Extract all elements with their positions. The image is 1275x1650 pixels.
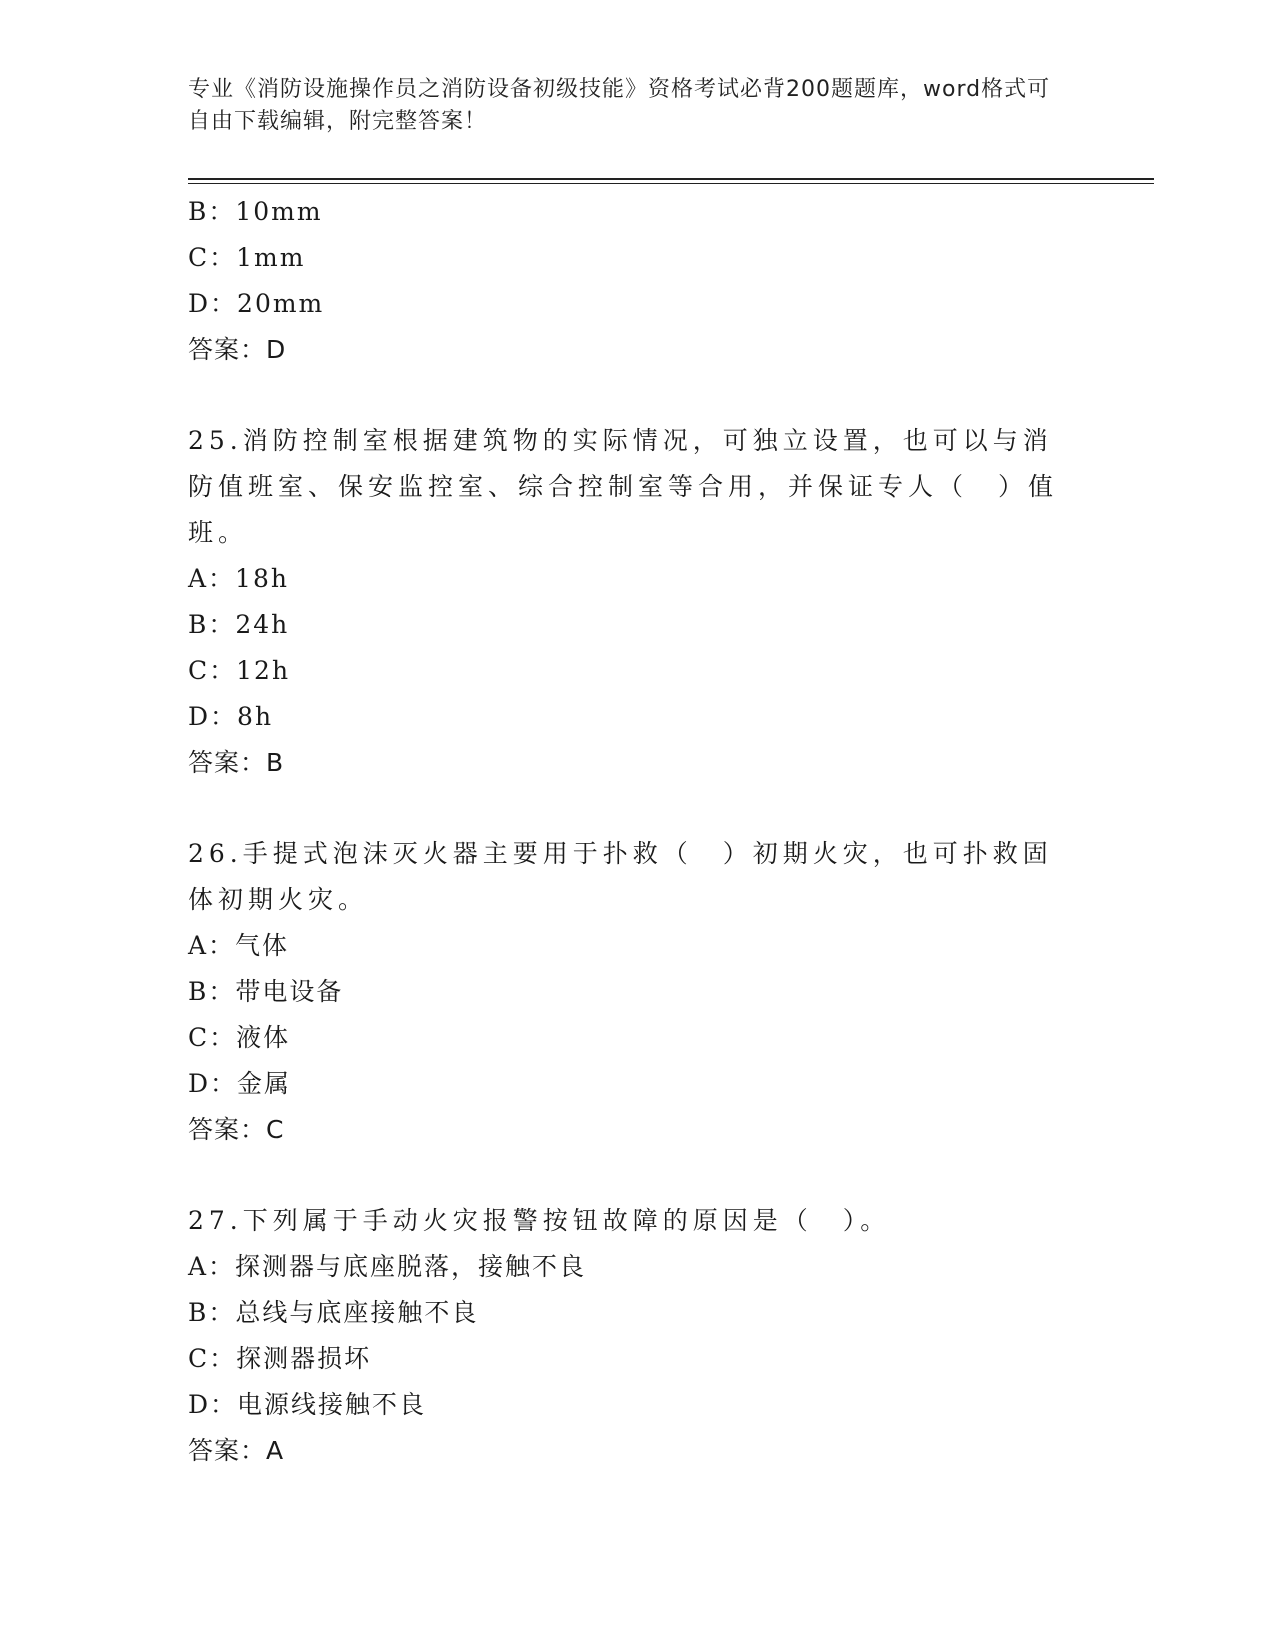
spacer (188, 373, 1088, 418)
question-24 (188, 189, 1088, 373)
spacer (188, 786, 1088, 831)
option-d: D：8h (188, 702, 274, 731)
spacer (188, 1153, 1088, 1198)
option-a: A：18h (188, 564, 289, 593)
answer-line: 答案：D (188, 335, 287, 364)
option-a: A：探测器与底座脱落，接触不良 (188, 1252, 587, 1281)
option-c: C：液体 (188, 1023, 291, 1052)
option-c: C：12h (188, 656, 291, 685)
option-d: D：电源线接触不良 (188, 1390, 427, 1419)
question-stem: 26.手提式泡沫灭火器主要用于扑救（ ）初期火灾，也可扑救固体初期火灾。 (188, 839, 1053, 914)
option-c: C：1mm (188, 243, 306, 272)
option-a: A：气体 (188, 931, 290, 960)
question-stem: 27.下列属于手动火灾报警按钮故障的原因是（ ）。 (188, 1206, 891, 1235)
header-divider-thick (188, 178, 1154, 180)
option-c: C：探测器损坏 (188, 1344, 372, 1373)
option-b: B：24h (188, 610, 290, 639)
option-b: B：10mm (188, 197, 323, 226)
question-list (188, 189, 1088, 1474)
option-b: B：带电设备 (188, 977, 344, 1006)
question-stem: 25.消防控制室根据建筑物的实际情况，可独立设置，也可以与消防值班室、保安监控室、综合控制室等合用，并保证专人（ ）值班。 (188, 426, 1059, 547)
option-d: D：金属 (188, 1069, 292, 1098)
answer-line: 答案：C (188, 1115, 285, 1144)
page-header: 专业《消防设施操作员之消防设备初级技能》资格考试必背200题题库，word格式可自由下载编辑，附完整答案！ (188, 77, 1051, 134)
question-27 (188, 1198, 1088, 1474)
header-divider-thin (188, 183, 1154, 184)
option-d: D：20mm (188, 289, 325, 318)
answer-line: 答案：B (188, 748, 285, 777)
question-25 (188, 418, 1088, 786)
answer-line: 答案：A (188, 1436, 285, 1465)
option-b: B：总线与底座接触不良 (188, 1298, 479, 1327)
question-26 (188, 831, 1088, 1153)
